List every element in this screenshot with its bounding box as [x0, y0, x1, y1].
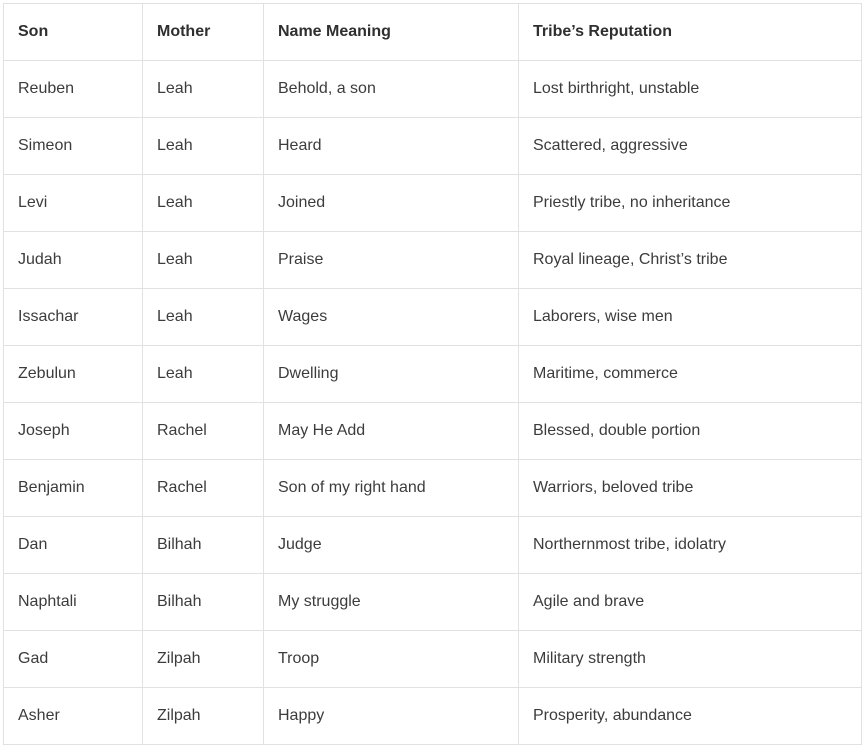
cell-name-meaning: Son of my right hand: [264, 460, 519, 517]
table-row: [4, 232, 862, 289]
cell-son: Levi: [4, 175, 143, 232]
table-row: [4, 460, 862, 517]
cell-mother: Rachel: [143, 403, 264, 460]
cell-tribe-reputation: Prosperity, abundance: [519, 688, 862, 745]
cell-tribe-reputation: Scattered, aggressive: [519, 118, 862, 175]
cell-mother: Leah: [143, 175, 264, 232]
cell-name-meaning: Happy: [264, 688, 519, 745]
cell-name-meaning: Praise: [264, 232, 519, 289]
cell-tribe-reputation: Royal lineage, Christ’s tribe: [519, 232, 862, 289]
cell-mother: Leah: [143, 61, 264, 118]
header-mother: Mother: [143, 4, 264, 61]
cell-mother: Leah: [143, 232, 264, 289]
cell-tribe-reputation: Agile and brave: [519, 574, 862, 631]
table-row: [4, 517, 862, 574]
header-son: Son: [4, 4, 143, 61]
cell-tribe-reputation: Maritime, commerce: [519, 346, 862, 403]
table-row: [4, 346, 862, 403]
cell-name-meaning: My struggle: [264, 574, 519, 631]
cell-tribe-reputation: Lost birthright, unstable: [519, 61, 862, 118]
table-row: [4, 403, 862, 460]
cell-mother: Leah: [143, 346, 264, 403]
cell-son: Issachar: [4, 289, 143, 346]
table-row: [4, 574, 862, 631]
cell-son: Judah: [4, 232, 143, 289]
header-tribe-reputation: Tribe’s Reputation: [519, 4, 862, 61]
cell-tribe-reputation: Laborers, wise men: [519, 289, 862, 346]
cell-tribe-reputation: Priestly tribe, no inheritance: [519, 175, 862, 232]
cell-mother: Zilpah: [143, 688, 264, 745]
cell-son: Simeon: [4, 118, 143, 175]
cell-son: Joseph: [4, 403, 143, 460]
table-row: [4, 688, 862, 745]
cell-name-meaning: Behold, a son: [264, 61, 519, 118]
cell-son: Gad: [4, 631, 143, 688]
cell-son: Zebulun: [4, 346, 143, 403]
cell-tribe-reputation: Military strength: [519, 631, 862, 688]
cell-name-meaning: Dwelling: [264, 346, 519, 403]
cell-name-meaning: May He Add: [264, 403, 519, 460]
cell-son: Dan: [4, 517, 143, 574]
cell-name-meaning: Heard: [264, 118, 519, 175]
cell-son: Reuben: [4, 61, 143, 118]
table-row: [4, 631, 862, 688]
cell-mother: Zilpah: [143, 631, 264, 688]
cell-son: Benjamin: [4, 460, 143, 517]
table-header-row: [4, 4, 862, 61]
cell-name-meaning: Troop: [264, 631, 519, 688]
cell-name-meaning: Judge: [264, 517, 519, 574]
cell-mother: Leah: [143, 289, 264, 346]
cell-son: Naphtali: [4, 574, 143, 631]
cell-tribe-reputation: Blessed, double portion: [519, 403, 862, 460]
cell-mother: Leah: [143, 118, 264, 175]
table-row: [4, 175, 862, 232]
cell-mother: Bilhah: [143, 574, 264, 631]
tribes-table-container: [3, 3, 861, 745]
cell-son: Asher: [4, 688, 143, 745]
cell-name-meaning: Wages: [264, 289, 519, 346]
cell-mother: Rachel: [143, 460, 264, 517]
cell-mother: Bilhah: [143, 517, 264, 574]
cell-name-meaning: Joined: [264, 175, 519, 232]
header-name-meaning: Name Meaning: [264, 4, 519, 61]
cell-tribe-reputation: Northernmost tribe, idolatry: [519, 517, 862, 574]
table-row: [4, 289, 862, 346]
tribes-table: [3, 3, 862, 745]
cell-tribe-reputation: Warriors, beloved tribe: [519, 460, 862, 517]
table-row: [4, 61, 862, 118]
table-row: [4, 118, 862, 175]
